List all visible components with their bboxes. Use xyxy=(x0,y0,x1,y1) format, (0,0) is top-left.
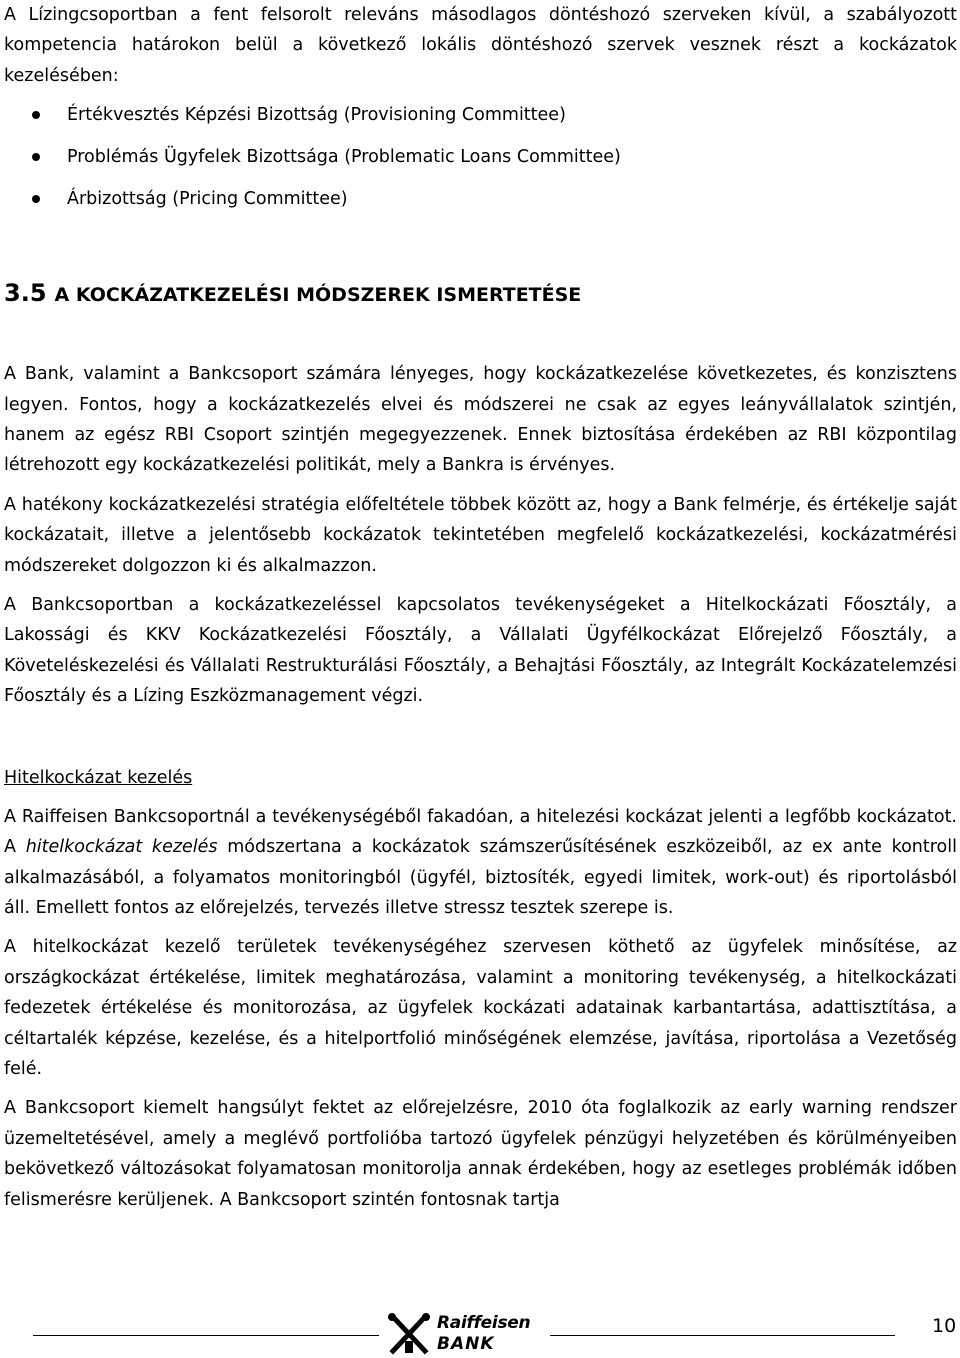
section-title: A KOCKÁZATKEZELÉSI MÓDSZEREK ISMERTETÉSE xyxy=(54,284,582,307)
paragraph-text: módszertana a kockázatok számszerűsítésének eszközeiből, az ex ante kontroll alkalmazásából, a folyamatos monitoringból (ügyfél, biztosíték, egyedi limitek, work-out) és riportolásból áll. Emellett fontos az előrejelzés, tervezés illetve stressz tesztek szerepe is. xyxy=(4,837,957,918)
list-item xyxy=(4,178,957,220)
list-item-label: Értékvesztés Képzési Bizottság (Provisioning Committee) xyxy=(67,105,566,126)
list-item-label: Árbizottság (Pricing Committee) xyxy=(67,189,348,210)
footer-rule-right xyxy=(550,1335,895,1336)
logo-bank: BANK xyxy=(437,1334,495,1354)
section-heading xyxy=(4,281,957,307)
crossed-gables-icon xyxy=(387,1311,431,1355)
bullet-icon xyxy=(32,195,40,203)
list-item xyxy=(4,136,957,178)
section-number: 3.5 xyxy=(4,279,47,308)
footer-rule-left xyxy=(33,1335,379,1336)
body-paragraph: A Bankcsoport kiemelt hangsúlyt fektet az előrejelzésre, 2010 óta foglalkozik az early warning rendszer üzemeltetésével, amely a meglévő portfolióba tartozó ügyfelek pénzügyi helyzetében és körülményeiben bekövetkező változásokat folyamatosan monitorolja annak érdekében, hogy az esetleges problémák időben felismerésre kerüljenek. A Bankcsoport szintén fontosnak tartja xyxy=(4,1098,957,1210)
list-item-label: Problémás Ügyfelek Bizottsága (Problematic Loans Committee) xyxy=(67,147,621,168)
body-paragraph: A Bankcsoportban a kockázatkezeléssel kapcsolatos tevékenységeket a Hitelkockázati Főosztály, a Lakossági és KKV Kockázatkezelési Főosztály, a Vállalati Ügyfélkockázat Előrejelző Főosztály, a Követeléskezelési és Vállalati Restrukturálási Főosztály, a Behajtási Főosztály, az Integrált Kockázatelemzési Főosztály és a Lízing Eszközmanagement végzi. xyxy=(4,595,957,707)
page-number: 10 xyxy=(932,1315,957,1337)
body-paragraph xyxy=(4,802,957,924)
raiffeisen-logo xyxy=(387,1311,545,1357)
committee-list xyxy=(4,94,957,220)
body-paragraph: A Bank, valamint a Bankcsoport számára lényeges, hogy kockázatkezelése következetes, és konzisztens legyen. Fontos, hogy a kockázatkezelés elvei és módszerei ne csak az egyes leányvállalatok szintjén, hanem az egész RBI Csoport szintjén megegyezzenek. Ennek biztosítása érdekében az RBI központilag létrehozott egy kockázatkezelési politikát, mely a Bankra is érvényes. xyxy=(4,364,957,476)
body-paragraph: A hitelkockázat kezelő területek tevékenységéhez szervesen köthető az ügyfelek minősítése, az országkockázat értékelése, limitek meghatározása, valamint a monitoring tevékenység, a hitelkockázati fedezetek értékelése és monitorozása, az ügyfelek kockázati adatainak karbantartása, adattisztítása, a céltartalék képzése, kezelése, és a hitelportfolió minőségének elemzése, javítása, riportolása a Vezetőség felé. xyxy=(4,937,957,1079)
bullet-icon xyxy=(32,111,40,119)
paragraph-text: A Raiffeisen Bankcsoportnál a tevékenységéből fakadóan, a hitelezési kockázat jelenti a legfőbb kockázatot. A xyxy=(4,806,957,858)
emphasized-term: hitelkockázat kezelés xyxy=(25,837,218,858)
subsection-heading: Hitelkockázat kezelés xyxy=(4,767,193,788)
document-page xyxy=(4,0,957,1215)
body-paragraph: A hatékony kockázatkezelési stratégia előfeltétele többek között az, hogy a Bank felmérje, és értékelje saját kockázatait, illetve a jelentősebb kockázatok tekintetében megfelelő kockázatkezelési, kockázatmérési módszereket dolgozzon ki és alkalmazzon. xyxy=(4,494,957,576)
page-footer xyxy=(0,1308,960,1358)
list-item xyxy=(4,94,957,136)
logo-name: Raiffeisen xyxy=(437,1313,531,1333)
intro-paragraph: A Lízingcsoportban a fent felsorolt releváns másodlagos döntéshozó szerveken kívül, a szabályozott kompetencia határokon belül a következő lokális döntéshozó szervek vesznek részt a kockázatok kezelésében: xyxy=(4,5,957,86)
bullet-icon xyxy=(32,153,40,161)
